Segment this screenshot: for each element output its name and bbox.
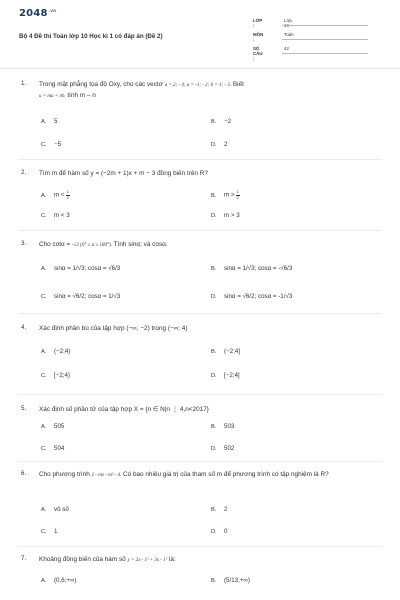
option-b[interactable]: B. (−2;4] [211, 348, 240, 355]
option-a[interactable]: A. sinα = 1/√3; cosα = √6/3 [41, 265, 121, 272]
option-a[interactable]: A. vô số [41, 506, 69, 513]
divider [18, 230, 382, 231]
option-a[interactable]: A. m < $\frac{1}{2}$ [41, 189, 69, 200]
option-c[interactable]: C. −5 [41, 141, 62, 148]
option-d[interactable]: D. 2 [211, 141, 228, 148]
option-a[interactable]: A. 505 [41, 423, 65, 430]
question-text: Trong mặt phẳng tọa độ Oxy, cho các vectơ a = 2; - 4; u = -1; - 2; b = 1; - 3. Biết u = ma + nb, tính m – n [39, 81, 244, 99]
option-d[interactable]: D. 0 [211, 528, 228, 535]
divider [18, 313, 382, 314]
question-text: Cho phương trình 2 - mx - m² - 4. Có bao nhiêu giá trị của tham số m để phương trình có tập nghiệm là R? [39, 471, 329, 478]
option-a[interactable]: A. (0,6;+∞) [41, 577, 77, 584]
option-b[interactable]: B. (5/13;+∞) [211, 577, 250, 584]
option-c[interactable]: C. m < 3 [41, 212, 70, 219]
option-c[interactable]: C. sinα = √6/2; cosα = 1/√3 [41, 293, 121, 300]
option-b[interactable]: B. 503 [211, 423, 235, 430]
option-d[interactable]: D. [−2;4] [211, 372, 240, 379]
option-d[interactable]: D. sinα = √6/2; cosα = -1/√3 [211, 293, 293, 300]
option-b[interactable]: B. m > $\frac{1}{2}$ [211, 189, 239, 200]
option-c[interactable]: C. 1 [41, 528, 58, 535]
document-title: Bộ 4 Đề thi Toán lớp 10 Học kì 1 có đáp án (Đề 2) [19, 33, 163, 40]
divider [18, 159, 382, 160]
page-header: $2048^{.vn}$ Bộ 4 Đề thi Toán lớp 10 Học kì 1 có đáp án (Đề 2) LỚP : Lớp 10 MÔN : Toán SỐ CÂU : 42 [0, 0, 400, 70]
divider [18, 546, 382, 547]
option-a[interactable]: A. (−2;4) [41, 348, 71, 355]
question-text: Cho cotα = -√2 (0° ≤ α ≤ 180°). Tính sinα; và cosα. [39, 241, 168, 248]
site-logo[interactable]: $2048^{.vn}$ [19, 8, 57, 19]
option-b[interactable]: B. −2 [211, 118, 232, 125]
divider [18, 394, 382, 395]
header-divider [0, 68, 400, 69]
option-d[interactable]: D. m > 3 [211, 212, 240, 219]
option-d[interactable]: D. 502 [211, 445, 235, 452]
option-b[interactable]: B. sinα = 1/√3; cosα = -√6/3 [211, 265, 293, 272]
option-a[interactable]: A. 5 [41, 118, 58, 125]
option-b[interactable]: B. 2 [211, 506, 228, 513]
option-c[interactable]: C. [−2;4) [41, 372, 70, 379]
option-c[interactable]: C. 504 [41, 445, 65, 452]
question-text: Khoảng đồng biến của hàm số y = 2x - 1² + 3x - 1² là: [39, 556, 176, 563]
divider [18, 461, 382, 462]
